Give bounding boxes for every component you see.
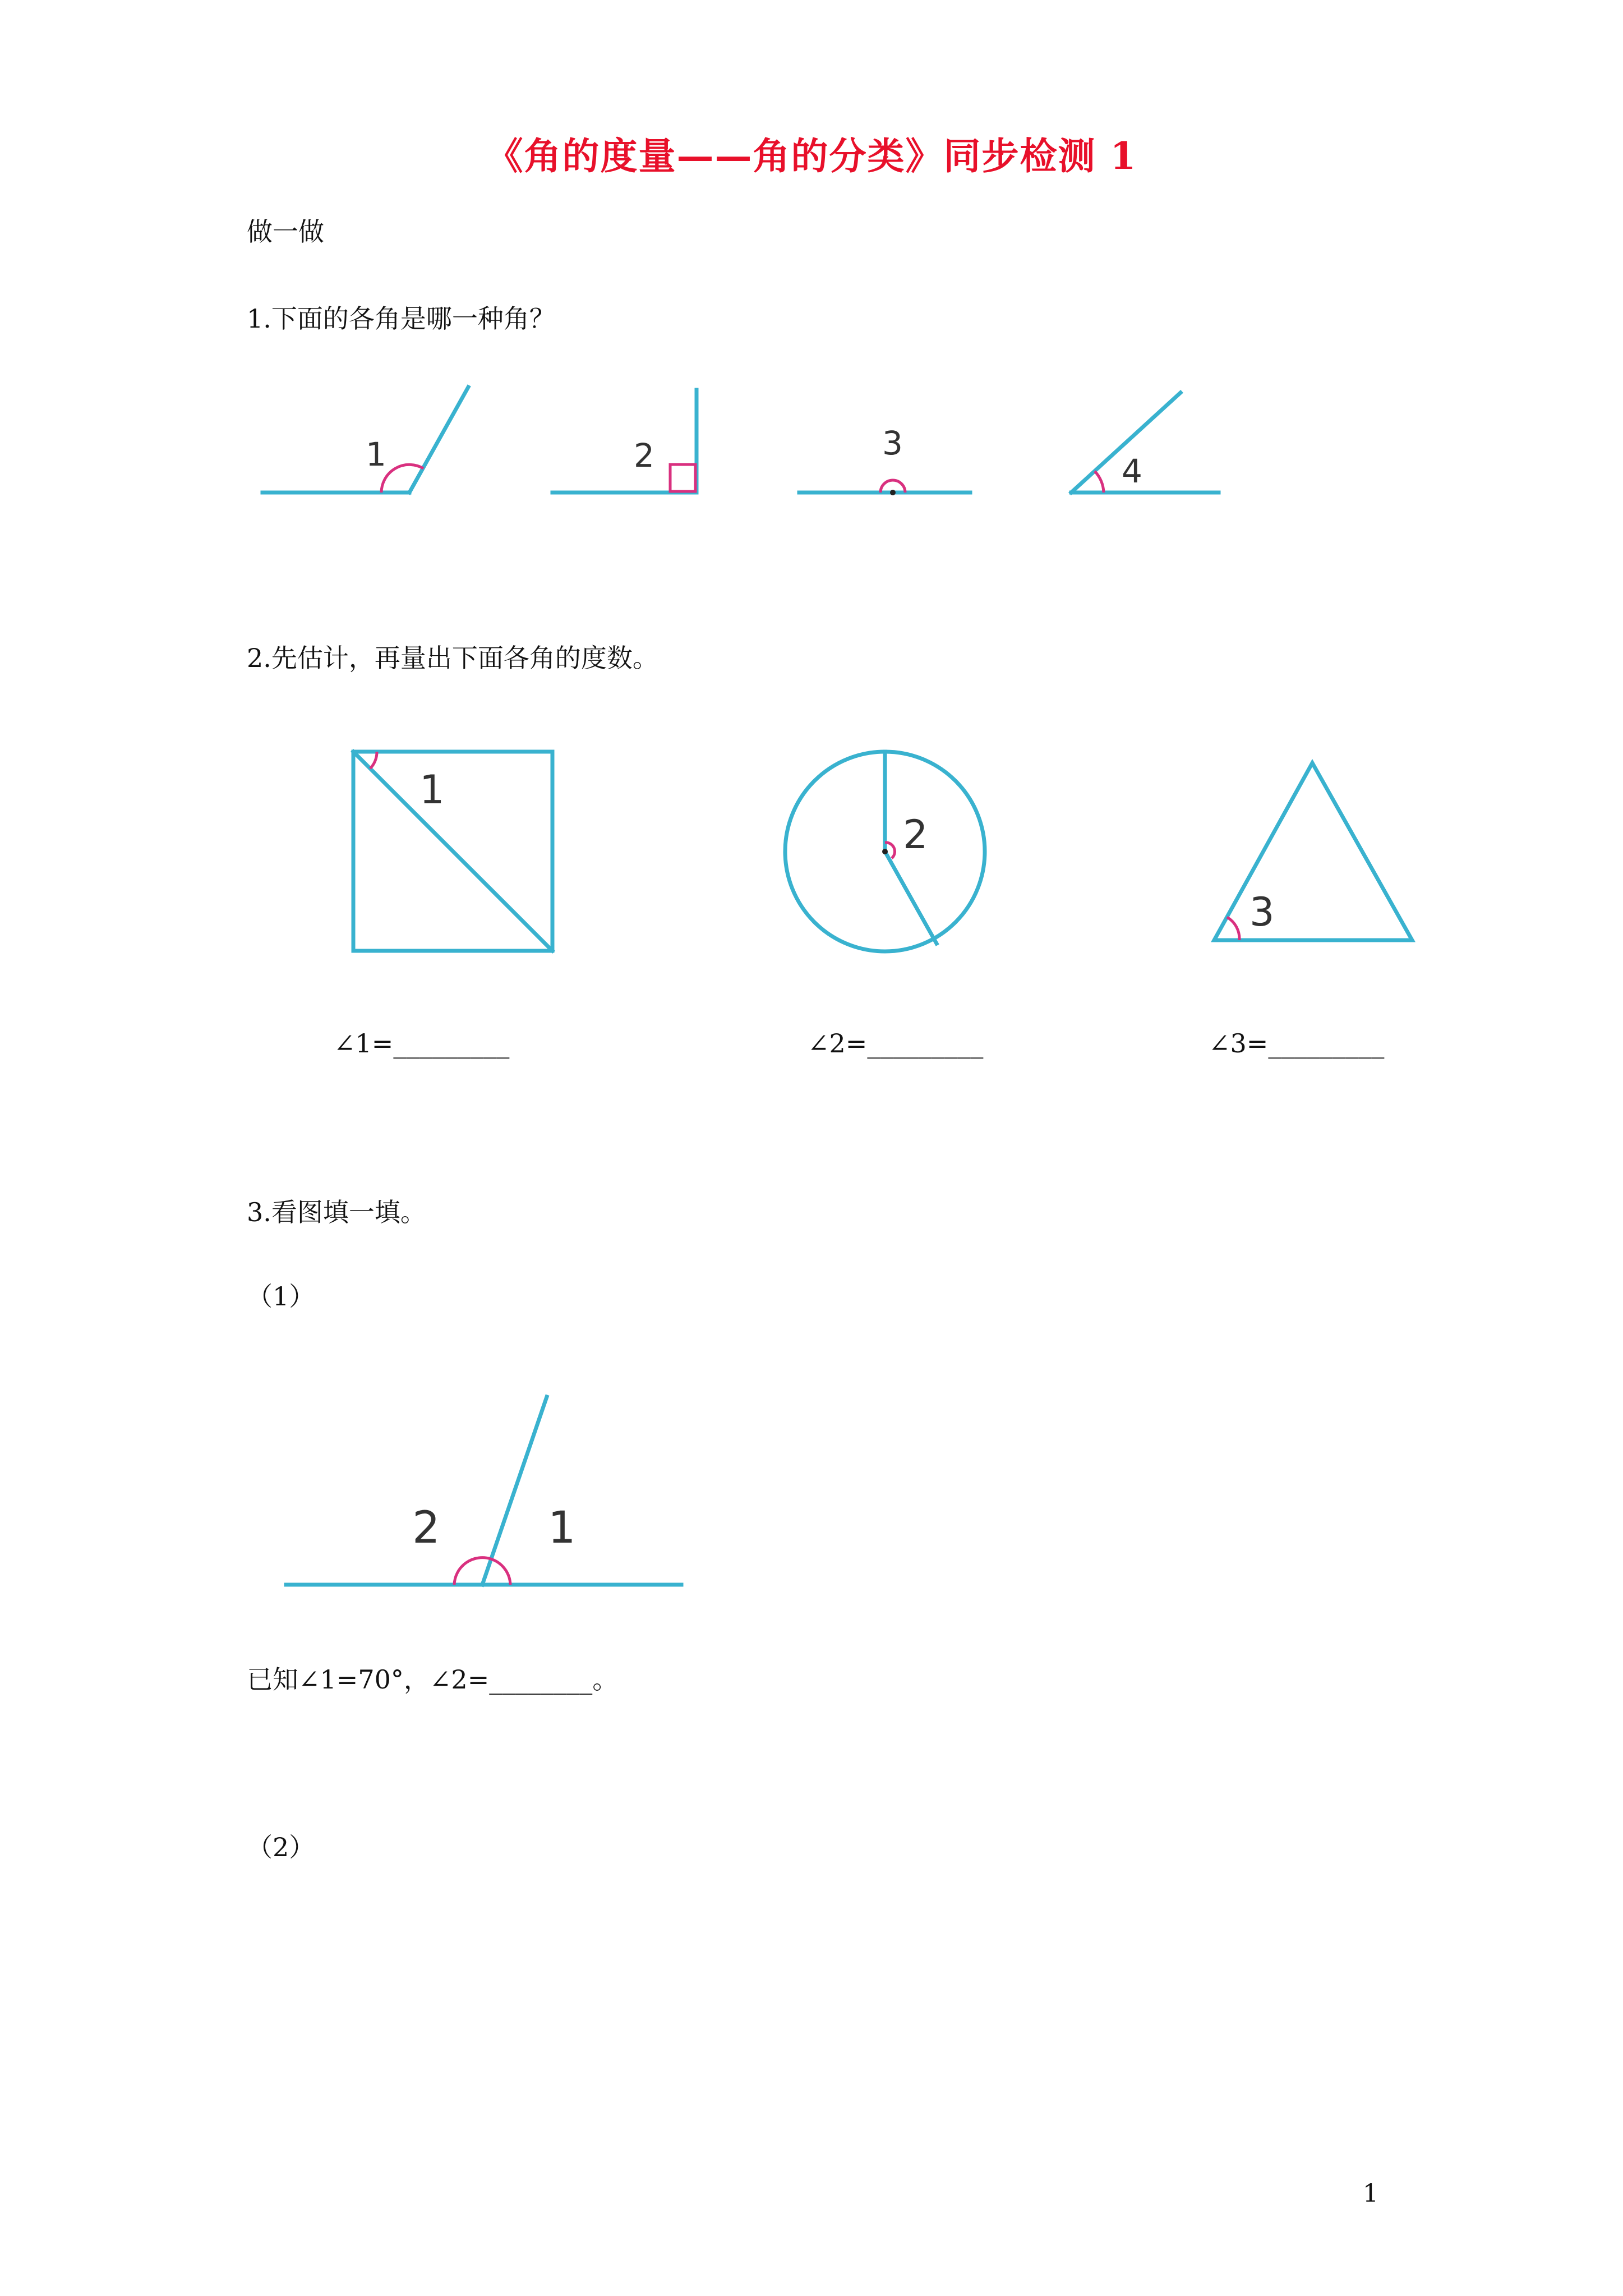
question-3-part-1-label: （1）	[247, 1281, 315, 1312]
angle-2-figure	[552, 390, 697, 493]
section-heading: 做一做	[247, 217, 324, 247]
angle-4-label: 4	[1122, 452, 1142, 490]
angle-3-label: 3	[882, 424, 903, 462]
angle-1-answer: ∠1=_________	[334, 1028, 510, 1059]
angle-2-answer: ∠2=_________	[808, 1028, 984, 1059]
angle-3-answer: ∠3=_________	[1209, 1028, 1385, 1059]
angle-1-label: 1	[366, 435, 386, 473]
page-number: 1	[1363, 2179, 1378, 2208]
question-3-part-2-label: （2）	[247, 1832, 315, 1862]
question-3-figure	[269, 1386, 718, 1604]
question-1-figures	[247, 370, 1256, 510]
square-figure	[353, 752, 552, 951]
angle-4-figure	[1071, 393, 1219, 493]
question-2-text: 2.先估计，再量出下面各角的度数。	[247, 643, 658, 673]
question-1-text: 1.下面的各角是哪一种角？	[247, 303, 555, 334]
square-angle-label: 1	[419, 767, 445, 813]
angle-2-label: 2	[634, 436, 654, 475]
question-2-figures	[314, 729, 1492, 987]
circle-angle-label: 2	[903, 812, 928, 858]
angle-2-figure-label: 2	[412, 1503, 440, 1553]
page-title: 《角的度量——角的分类》同步检测 1	[486, 134, 1137, 178]
question-3-text: 3.看图填一填。	[247, 1197, 426, 1227]
triangle-figure	[1214, 763, 1412, 940]
angle-1-figure-label: 1	[548, 1503, 576, 1553]
angle-3-figure	[799, 424, 970, 495]
circle-figure	[785, 752, 985, 951]
triangle-angle-label: 3	[1249, 889, 1275, 935]
angle-1-figure	[262, 387, 468, 493]
question-3-part-1-statement: 已知∠1=70°，∠2=________。	[247, 1664, 619, 1695]
